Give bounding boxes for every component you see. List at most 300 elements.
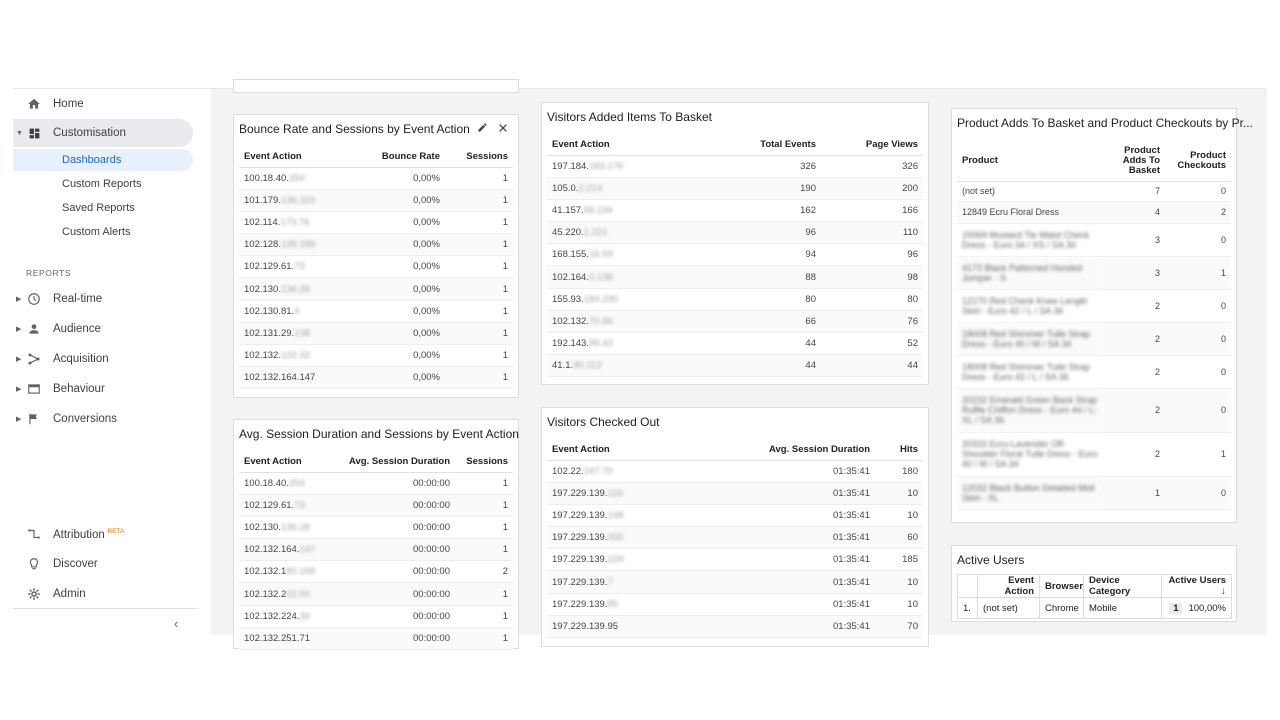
- table-row[interactable]: [547, 199, 923, 221]
- ip-redacted: 254: [288, 477, 305, 489]
- cell-value: 01:35:41: [693, 504, 875, 526]
- ip-redacted: 148: [607, 509, 624, 521]
- acquisition-icon: [27, 352, 41, 366]
- table-row[interactable]: [957, 289, 1231, 322]
- ip-redacted: 90.113: [573, 360, 602, 372]
- basket-table: [547, 135, 923, 377]
- cell-value: 1: [445, 256, 513, 278]
- cell-value: 1: [445, 345, 513, 367]
- cell-value: 326: [693, 155, 821, 177]
- cell-value: 44: [693, 355, 821, 377]
- col-header[interactable]: Device Category: [1084, 575, 1162, 598]
- cell-value: 01:35:41: [693, 482, 875, 504]
- sidebar-item-label: Behaviour: [53, 383, 105, 395]
- sidebar-subitem-label: Custom Reports: [62, 178, 142, 190]
- ip-visible: 102.128.: [244, 239, 281, 251]
- ip-visible: 100.18.40.: [244, 477, 289, 489]
- cell-event-action: [239, 300, 349, 322]
- cell-value: 94: [693, 244, 821, 266]
- ip-redacted: 147: [299, 544, 316, 556]
- cell-value: 01:35:41: [693, 615, 875, 637]
- cell-value: 88: [693, 266, 821, 288]
- ip-redacted: 4: [294, 305, 300, 317]
- cell-event-action: [547, 460, 693, 482]
- ip-visible: 102.130.: [244, 283, 281, 295]
- table-row[interactable]: [957, 223, 1231, 256]
- ip-redacted: 247.70: [583, 465, 613, 477]
- ip-visible: 102.132.224.: [244, 610, 300, 622]
- cell-value: 0: [1165, 476, 1231, 509]
- cell-event-action: [239, 539, 339, 561]
- cell-browser: Chrome: [1040, 598, 1084, 619]
- cell-product: 15069 Mustard Tie Waist Check Dress - Euro 34 / XS / SA 30: [957, 223, 1103, 256]
- sidebar-item-label: Attribution: [53, 528, 105, 541]
- table-row[interactable]: [547, 355, 923, 377]
- cell-event-action: [239, 256, 349, 278]
- cell-event-action: [239, 278, 349, 300]
- ip-visible: 102.164.: [552, 271, 589, 283]
- table-row[interactable]: [547, 310, 923, 332]
- arrow-down-icon: ↓: [1221, 586, 1226, 597]
- cell-product: 12849 Ecru Floral Dress: [957, 201, 1103, 223]
- attribution-icon: [27, 527, 41, 541]
- cell-value: 01:35:41: [693, 571, 875, 593]
- table-row[interactable]: [239, 367, 513, 389]
- cell-value: 0,00%: [349, 167, 445, 189]
- widget-bounce-rate: [233, 114, 519, 398]
- col-header-label: Active Users: [1168, 575, 1226, 586]
- cell-value: 0: [1165, 223, 1231, 256]
- cell-event-action: [239, 605, 339, 627]
- cell-event-action: [547, 333, 693, 355]
- table-row[interactable]: [239, 211, 513, 233]
- cell-event-action: [547, 310, 693, 332]
- beta-badge: BETA: [107, 527, 125, 535]
- cell-event-action: [547, 244, 693, 266]
- col-header[interactable]: Event Action: [547, 135, 693, 155]
- ip-redacted: 85: [607, 598, 619, 610]
- table-row[interactable]: [547, 549, 923, 571]
- cell-event-action: [547, 155, 693, 177]
- row-index: 1.: [958, 598, 978, 619]
- sidebar-item-label: Discover: [53, 558, 98, 570]
- reports-header: REPORTS: [26, 268, 72, 278]
- widget-avg-session-duration: [233, 419, 519, 649]
- collapse-sidebar-icon[interactable]: ‹: [174, 616, 179, 631]
- cell-value: 00:00:00: [339, 583, 455, 605]
- cell-product: 4173 Black Patterned Hooded Jumper - S: [957, 256, 1103, 289]
- cell-value: 1: [455, 605, 513, 627]
- cell-value: 2: [1165, 201, 1231, 223]
- table-row[interactable]: [547, 266, 923, 288]
- cell-value: 1: [445, 211, 513, 233]
- clock-icon: [27, 292, 41, 306]
- table-row[interactable]: [239, 561, 513, 583]
- cell-value: 162: [693, 199, 821, 221]
- table-row[interactable]: [239, 472, 513, 494]
- ip-visible: 197.229.139.: [552, 576, 608, 588]
- cell-value: 0,00%: [349, 256, 445, 278]
- behaviour-icon: [27, 382, 41, 396]
- ip-redacted: 136.26: [280, 521, 311, 533]
- checkout-table: [547, 440, 923, 638]
- ip-visible: 197.229.139.: [552, 598, 608, 610]
- sidebar-subitem-label: Saved Reports: [62, 202, 135, 214]
- col-header[interactable]: Event Action: [547, 440, 693, 460]
- cell-value: 0,00%: [349, 300, 445, 322]
- cell-value: 00:00:00: [339, 539, 455, 561]
- table-row[interactable]: [239, 539, 513, 561]
- cell-value: 0,00%: [349, 345, 445, 367]
- ip-redacted: 0.138: [588, 271, 613, 283]
- ip-redacted: 16.59: [588, 249, 613, 261]
- widget-products: [951, 108, 1253, 523]
- cell-value: 7: [1103, 181, 1165, 201]
- cell-value: 0: [1165, 388, 1231, 432]
- ip-redacted: 7: [607, 576, 613, 588]
- cell-event-action: [239, 583, 339, 605]
- table-row[interactable]: [239, 322, 513, 344]
- caret-right-icon: ▶: [16, 326, 22, 333]
- cell-value: 326: [821, 155, 923, 177]
- ip-visible: 101.179.: [244, 194, 281, 206]
- table-row[interactable]: [547, 244, 923, 266]
- cell-value: 1: [455, 627, 513, 649]
- cell-product: 12170 Red Check Knee Length Skirt - Euro 42 / L / SA 36: [957, 289, 1103, 322]
- cell-product: 12032 Black Button Detailed Midi Skirt - XL: [957, 476, 1103, 509]
- cell-value: 1: [445, 322, 513, 344]
- cell-value: 10: [875, 482, 923, 504]
- caret-right-icon: ▶: [16, 296, 22, 303]
- table-row[interactable]: [239, 300, 513, 322]
- cell-value: 0,00%: [349, 234, 445, 256]
- ip-redacted: 136.26: [280, 283, 311, 295]
- cell-value: 00:00:00: [339, 561, 455, 583]
- col-header[interactable]: Product Checkouts: [1165, 141, 1231, 181]
- ip-visible: 197.184.: [552, 160, 589, 172]
- cell-value: 4: [1103, 201, 1165, 223]
- active-users-value: 1: [1169, 603, 1182, 614]
- ip-visible: 197.229.139.: [552, 509, 608, 521]
- table-row[interactable]: [239, 256, 513, 278]
- edit-icon[interactable]: [477, 122, 488, 136]
- cell-value: 01:35:41: [693, 460, 875, 482]
- cell-event-action: [239, 494, 339, 516]
- app-frame: [13, 88, 1267, 644]
- cell-event-action: [547, 177, 693, 199]
- col-header[interactable]: Product: [957, 141, 1103, 181]
- ip-redacted: 02.50: [286, 588, 311, 600]
- sidebar-subitem-label: Custom Alerts: [62, 226, 131, 238]
- cell-value: 1: [455, 583, 513, 605]
- cell-value: 1: [455, 516, 513, 538]
- ip-redacted: 132.32: [280, 350, 311, 362]
- ip-visible: 41.1.: [552, 360, 574, 372]
- cell-product: (not set): [957, 181, 1103, 201]
- cell-value: 0: [1165, 322, 1231, 355]
- table-row[interactable]: [547, 504, 923, 526]
- cell-active-users: [1162, 598, 1232, 619]
- table-row[interactable]: [239, 627, 513, 649]
- caret-down-icon: ▼: [16, 129, 23, 137]
- cell-value: 01:35:41: [693, 549, 875, 571]
- cell-event-action: [547, 355, 693, 377]
- cell-value: 44: [821, 355, 923, 377]
- table-row[interactable]: [239, 345, 513, 367]
- widget-tools: [477, 122, 508, 136]
- table-row[interactable]: [239, 516, 513, 538]
- sidebar-subitem-custom-reports[interactable]: [13, 173, 193, 195]
- ip-redacted: 138: [294, 327, 311, 339]
- cell-value: 1: [1165, 256, 1231, 289]
- ip-redacted: 200: [607, 532, 624, 544]
- col-header[interactable]: Page Views: [821, 135, 923, 155]
- cell-value: 76: [821, 310, 923, 332]
- table-row[interactable]: [547, 527, 923, 549]
- ip-visible: 102.114.: [244, 216, 281, 228]
- ip-visible: 197.229.139.95: [552, 620, 619, 632]
- cell-event-action: [239, 472, 339, 494]
- table-row[interactable]: [957, 476, 1231, 509]
- sidebar-subitem-saved-reports[interactable]: [13, 197, 193, 219]
- table-row[interactable]: [957, 388, 1231, 432]
- widget-title: Bounce Rate and Sessions by Event Action: [239, 122, 470, 136]
- cell-value: 2: [1103, 432, 1165, 476]
- cell-value: 00:00:00: [339, 605, 455, 627]
- ip-redacted: 136.119: [280, 194, 315, 206]
- ip-visible: 102.132.1: [244, 566, 287, 578]
- cell-event-action: [239, 516, 339, 538]
- cell-event-action: [547, 615, 693, 637]
- col-header[interactable]: Event Action: [978, 575, 1040, 598]
- table-row[interactable]: [547, 333, 923, 355]
- ip-redacted: 99.43: [588, 338, 613, 350]
- table-row[interactable]: [547, 288, 923, 310]
- ip-redacted: 80.169: [286, 566, 316, 578]
- cell-product: 18008 Red Shimmer Tulle Strap Dress - Euro 42 / L / SA 36: [957, 355, 1103, 388]
- cell-event-action: [547, 593, 693, 615]
- cell-product: 20232 Emerald Green Back Strap Ruffle Chiffon Dress - Euro 44 / L-XL / SA 36: [957, 388, 1103, 432]
- cell-value: 70: [875, 615, 923, 637]
- col-header[interactable]: Event Action: [239, 147, 349, 167]
- table-row[interactable]: [957, 432, 1231, 476]
- table-row[interactable]: [957, 256, 1231, 289]
- widget-title: Avg. Session Duration and Sessions by Event Action: [239, 427, 519, 441]
- sidebar-item-label: Admin: [53, 588, 86, 600]
- cell-value: 66: [693, 310, 821, 332]
- cell-value: 3: [1103, 223, 1165, 256]
- close-icon[interactable]: [498, 122, 508, 136]
- table-row[interactable]: [239, 494, 513, 516]
- cell-value: 1: [1165, 432, 1231, 476]
- ip-visible: 102.130.81.: [244, 305, 295, 317]
- col-header[interactable]: Hits: [875, 440, 923, 460]
- cell-value: 3: [1103, 256, 1165, 289]
- cell-value: 0,00%: [349, 211, 445, 233]
- table-row[interactable]: [547, 222, 923, 244]
- cell-value: 2: [1103, 289, 1165, 322]
- table-row[interactable]: [239, 278, 513, 300]
- cell-value: 0: [1165, 289, 1231, 322]
- widget-checkout: [541, 407, 929, 647]
- ip-visible: 102.132.: [552, 315, 589, 327]
- sidebar-item-customisation[interactable]: [13, 119, 193, 147]
- ip-visible: 102.22.: [552, 465, 584, 477]
- ip-visible: 155.93.: [552, 293, 584, 305]
- cell-product: 20333 Ecru-Lavender Off-Shoulder Floral Tulle Dress - Euro 40 / M / SA 34: [957, 432, 1103, 476]
- cell-value: 01:35:41: [693, 527, 875, 549]
- ip-redacted: 139.189: [280, 239, 316, 251]
- ip-visible: 102.132.: [244, 350, 281, 362]
- ip-redacted: 229: [607, 554, 624, 566]
- table-row[interactable]: [547, 155, 923, 177]
- ip-redacted: 70.66: [588, 315, 613, 327]
- cell-value: 1: [445, 300, 513, 322]
- widget-title: Visitors Checked Out: [547, 415, 660, 429]
- cell-value: 80: [693, 288, 821, 310]
- sidebar-item-label: Conversions: [53, 413, 117, 425]
- sidebar-divider: [13, 608, 198, 609]
- gear-icon: [27, 587, 41, 601]
- widget-basket: [541, 102, 929, 385]
- ip-visible: 102.131.29.: [244, 327, 295, 339]
- ip-visible: 192.143.: [552, 338, 589, 350]
- cell-value: 1: [1103, 476, 1165, 509]
- sidebar-item-label-wrap: [53, 528, 124, 541]
- active-users-table: [957, 574, 1232, 619]
- cell-value: 1: [445, 367, 513, 389]
- col-header[interactable]: Avg. Session Duration: [693, 440, 875, 460]
- ip-visible: 168.155.: [552, 249, 589, 261]
- ip-redacted: 30: [299, 610, 311, 622]
- ip-visible: 41.157.: [552, 204, 584, 216]
- sidebar-item-label: Acquisition: [53, 353, 109, 365]
- caret-right-icon: ▶: [16, 356, 22, 363]
- table-row[interactable]: [957, 355, 1231, 388]
- cell-value: 52: [821, 333, 923, 355]
- products-table: [957, 141, 1231, 510]
- sidebar-item-label: Home: [53, 98, 84, 110]
- lightbulb-icon: [27, 557, 41, 571]
- cell-event-action: (not set): [978, 598, 1040, 619]
- ip-visible: 102.132.251.71: [244, 632, 311, 644]
- sidebar-subitem-dashboards[interactable]: [13, 149, 193, 171]
- col-header[interactable]: Product Adds To Basket: [1103, 141, 1165, 181]
- avg-table: [239, 452, 513, 650]
- sidebar-subitem-label: Dashboards: [62, 154, 122, 166]
- table-row[interactable]: [547, 593, 923, 615]
- col-header[interactable]: Avg. Session Duration: [339, 452, 455, 472]
- ip-visible: 45.220.: [552, 227, 584, 239]
- cell-device: Mobile: [1084, 598, 1162, 619]
- ip-visible: 102.132.164.147: [244, 372, 316, 384]
- col-header[interactable]: Sessions: [445, 147, 513, 167]
- sidebar-item-label: Audience: [53, 323, 101, 335]
- cell-value: 110: [821, 222, 923, 244]
- table-row[interactable]: [239, 605, 513, 627]
- cell-event-action: [239, 367, 349, 389]
- ip-visible: 102.129.61.: [244, 261, 295, 273]
- table-row[interactable]: [957, 201, 1231, 223]
- cell-value: 10: [875, 593, 923, 615]
- cell-product: 18008 Red Shimmer Tulle Strap Dress - Euro 40 / M / SA 34: [957, 322, 1103, 355]
- table-row[interactable]: [957, 181, 1231, 201]
- table-row[interactable]: [958, 598, 1232, 619]
- table-row[interactable]: [547, 460, 923, 482]
- ip-visible: 102.130.: [244, 521, 281, 533]
- ip-redacted: 116: [607, 487, 623, 499]
- col-header-sorted[interactable]: [1162, 575, 1232, 598]
- widget-title: Active Users: [957, 553, 1025, 567]
- col-header[interactable]: Total Events: [693, 135, 821, 155]
- ip-redacted: 73: [294, 261, 305, 273]
- cell-value: 185: [875, 549, 923, 571]
- table-row[interactable]: [547, 615, 923, 637]
- cell-value: 10: [875, 504, 923, 526]
- cell-event-action: [547, 199, 693, 221]
- table-row[interactable]: [239, 189, 513, 211]
- cell-value: 96: [693, 222, 821, 244]
- col-header[interactable]: Bounce Rate: [349, 147, 445, 167]
- table-row[interactable]: [239, 583, 513, 605]
- cell-event-action: [239, 211, 349, 233]
- table-row[interactable]: [547, 482, 923, 504]
- cell-event-action: [547, 504, 693, 526]
- col-header[interactable]: Browser: [1040, 575, 1084, 598]
- sidebar: [13, 89, 211, 635]
- cell-value: 80: [821, 288, 923, 310]
- table-row[interactable]: [547, 177, 923, 199]
- ip-redacted: 254: [288, 172, 305, 184]
- cell-event-action: [239, 234, 349, 256]
- cell-value: 2: [1103, 388, 1165, 432]
- ip-redacted: 1.221: [583, 227, 608, 239]
- dashboard-icon: [27, 126, 41, 140]
- col-header[interactable]: Event Action: [239, 452, 339, 472]
- cell-event-action: [547, 266, 693, 288]
- sidebar-subitem-custom-alerts[interactable]: [13, 221, 193, 243]
- cell-event-action: [547, 571, 693, 593]
- cell-value: 00:00:00: [339, 627, 455, 649]
- cell-value: 1: [455, 472, 513, 494]
- ip-redacted: 73: [294, 499, 305, 511]
- person-icon: [27, 322, 41, 336]
- active-users-pct: 100,00%: [1188, 602, 1226, 614]
- cell-value: 00:00:00: [339, 472, 455, 494]
- cell-value: 2: [1103, 355, 1165, 388]
- cell-event-action: [239, 322, 349, 344]
- table-row[interactable]: [239, 167, 513, 189]
- cell-value: 2: [1103, 322, 1165, 355]
- cell-event-action: [239, 627, 339, 649]
- cell-value: 1: [445, 234, 513, 256]
- ip-visible: 197.229.139.: [552, 532, 608, 544]
- cell-value: 1: [445, 167, 513, 189]
- col-header[interactable]: Sessions: [455, 452, 513, 472]
- cell-value: 166: [821, 199, 923, 221]
- cell-value: 00:00:00: [339, 494, 455, 516]
- table-row[interactable]: [547, 571, 923, 593]
- sidebar-item-label: Customisation: [53, 127, 126, 139]
- cell-value: 0,00%: [349, 189, 445, 211]
- widget-title: Visitors Added Items To Basket: [547, 110, 712, 124]
- cell-value: 0: [1165, 355, 1231, 388]
- cell-value: 190: [693, 177, 821, 199]
- table-row[interactable]: [957, 322, 1231, 355]
- ip-redacted: 183.176: [588, 160, 624, 172]
- table-row[interactable]: [239, 234, 513, 256]
- cell-value: 200: [821, 177, 923, 199]
